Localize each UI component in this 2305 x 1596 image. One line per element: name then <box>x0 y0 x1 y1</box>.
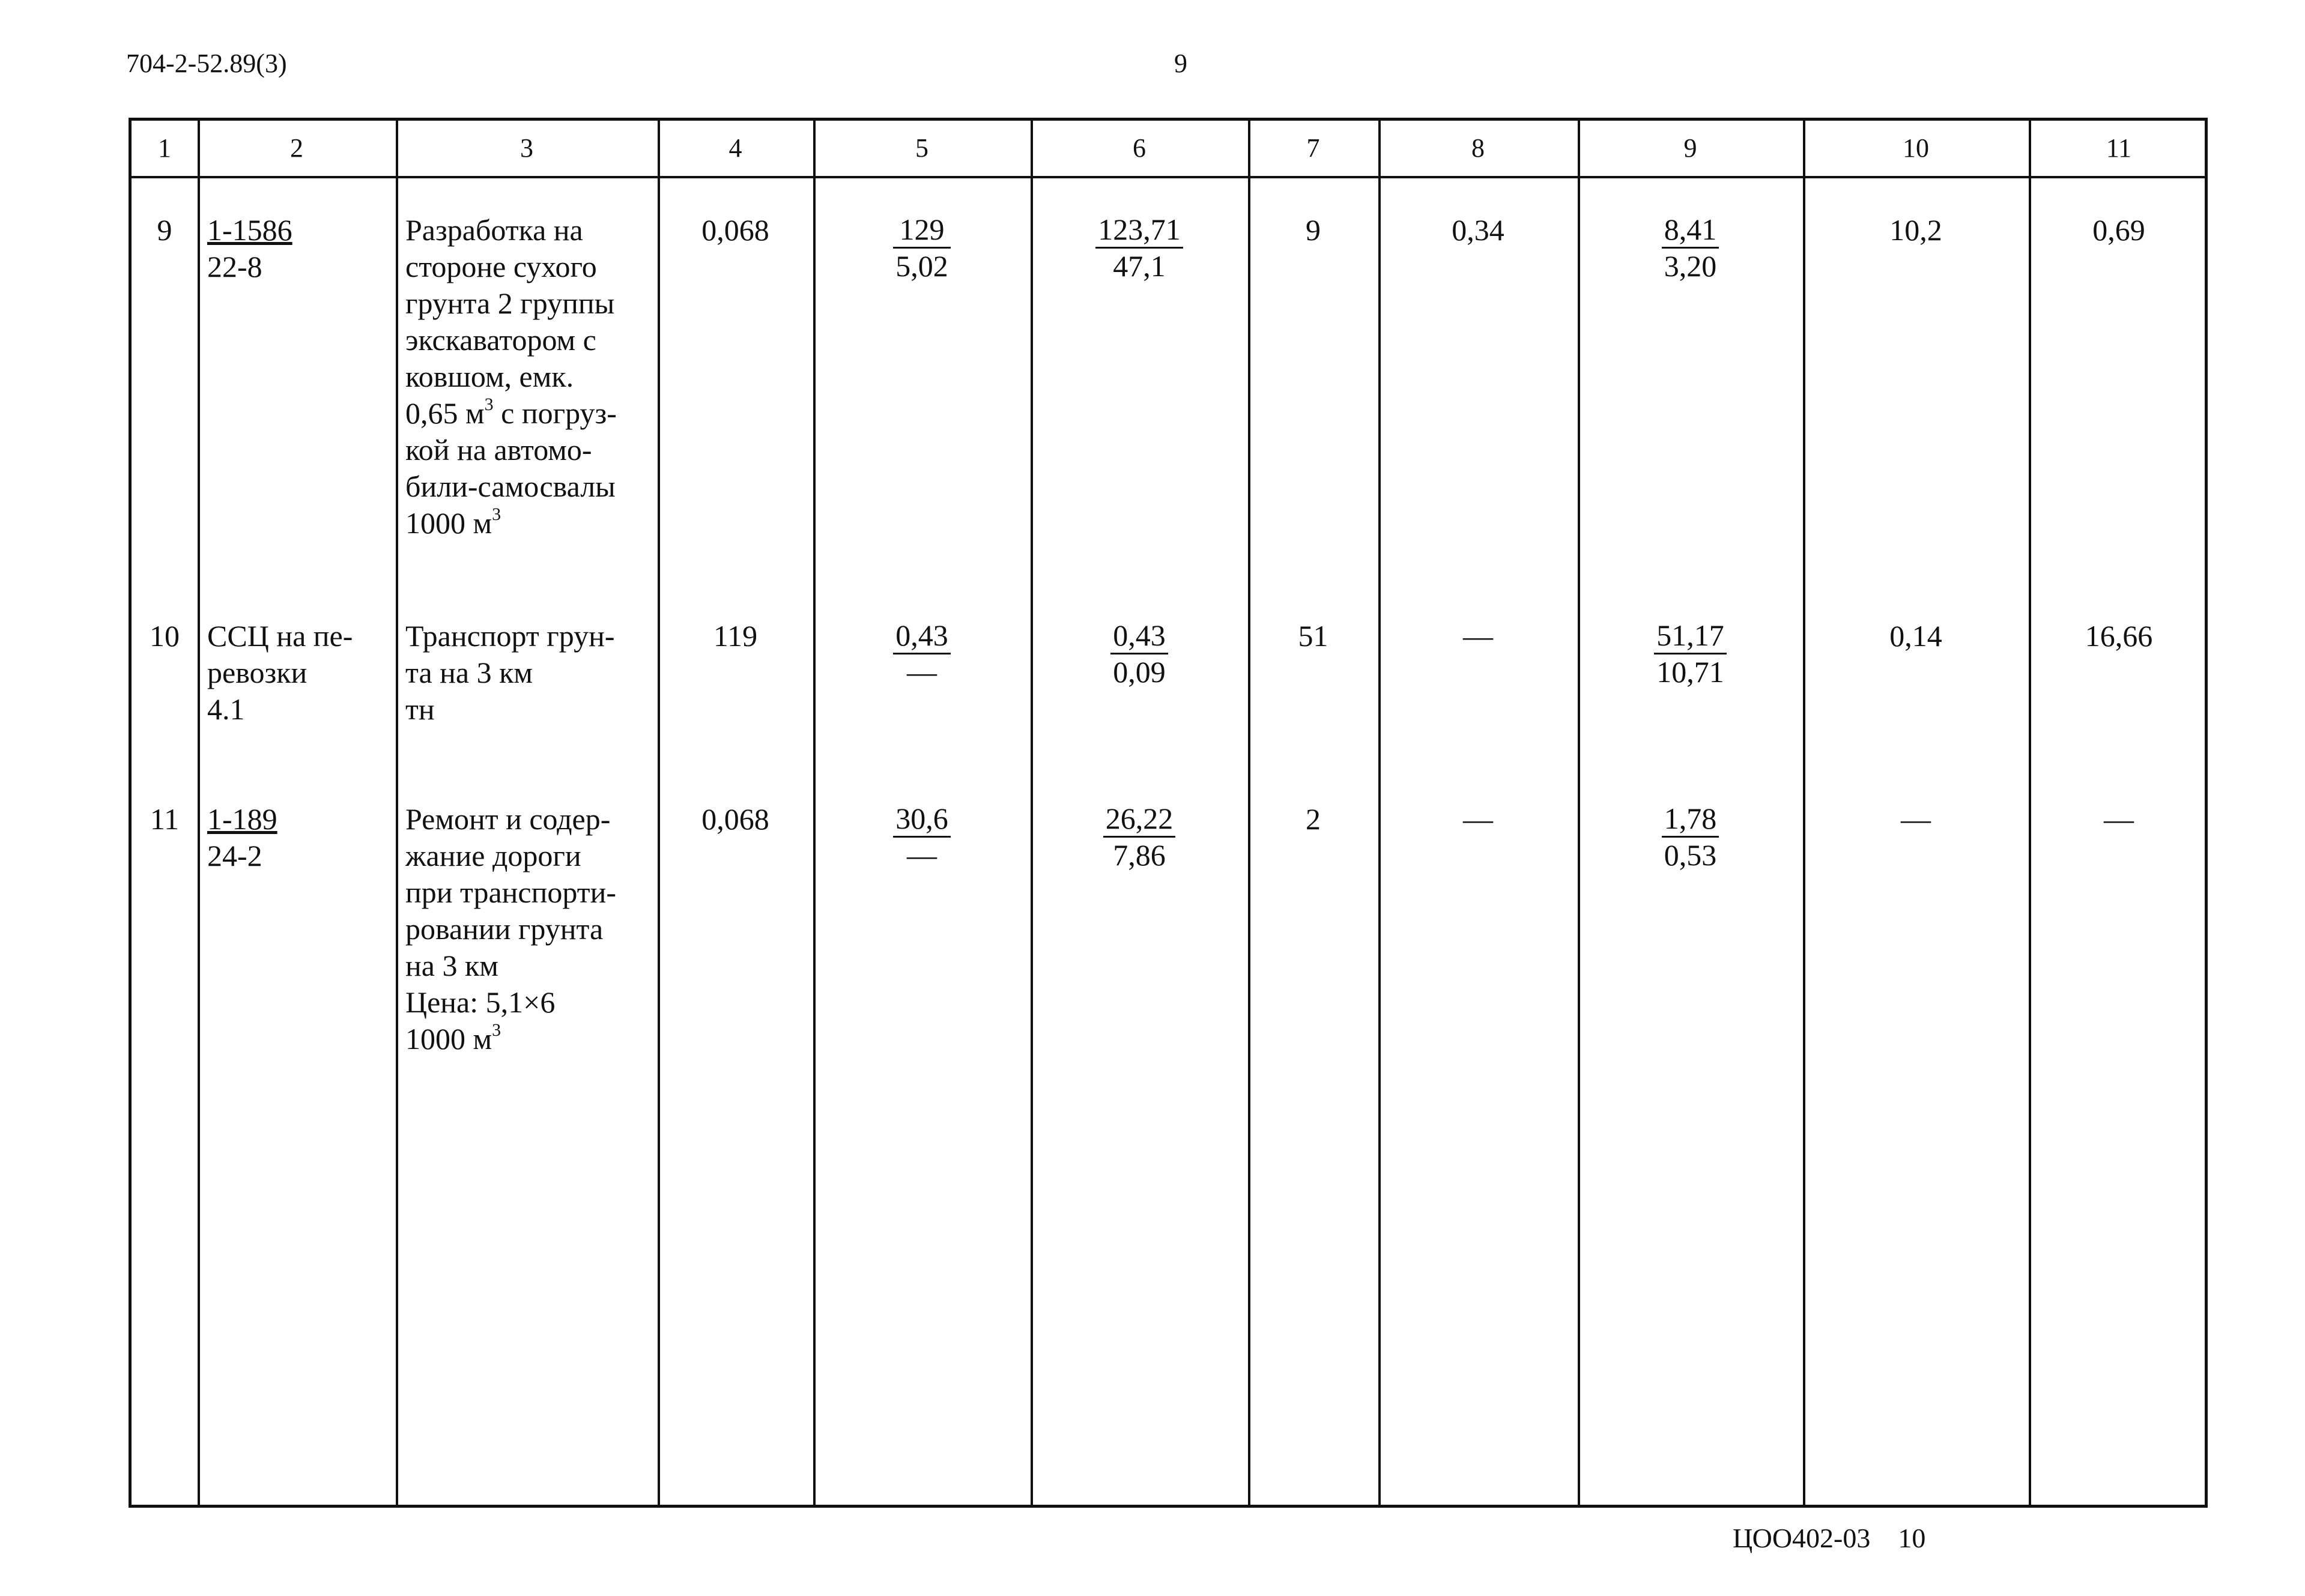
column-number-1: 1 <box>158 133 171 163</box>
desc-line: экскаватором с <box>405 323 596 357</box>
fraction-top: 1,78 <box>1662 801 1719 838</box>
column-11-value: — <box>2104 802 2134 836</box>
fraction-bottom: 3,20 <box>1664 249 1717 283</box>
total-cost <box>1031 801 1248 874</box>
page-number: 9 <box>1174 49 1187 78</box>
desc-line: при транспорти- <box>405 875 616 909</box>
unit-cost <box>813 212 1031 285</box>
column-divider <box>198 121 200 1505</box>
quantity: 0,068 <box>701 802 769 836</box>
fraction-bottom: 47,1 <box>1113 249 1166 283</box>
estimate-table <box>129 118 2208 1508</box>
fraction-bottom: — <box>907 655 937 689</box>
footer-code: ЦОО402-03 <box>1733 1523 1871 1553</box>
column-number-4: 4 <box>728 133 742 163</box>
fraction-top: 0,43 <box>1110 618 1168 654</box>
row-number: 10 <box>150 619 180 653</box>
work-description <box>405 801 648 1057</box>
total-cost <box>1031 618 1248 691</box>
column-7-value: 9 <box>1306 213 1321 247</box>
fraction-bottom: — <box>907 838 937 872</box>
fraction-top: 8,41 <box>1662 212 1719 249</box>
column-10-value: 0,14 <box>1889 619 1942 653</box>
header-divider <box>132 176 2205 178</box>
fraction-bottom: 5,02 <box>895 249 948 283</box>
row-number: 11 <box>150 802 180 836</box>
fraction-top: 123,71 <box>1095 212 1183 249</box>
fraction-top: 0,43 <box>893 618 951 654</box>
desc-line: с погруз- <box>493 396 617 430</box>
desc-line: Цена: 5,1×6 <box>405 985 556 1019</box>
rate-code-line: ССЦ на пе- <box>207 619 353 653</box>
rate-code <box>207 212 292 285</box>
column-number-6: 6 <box>1133 133 1146 163</box>
desc-line: Ремонт и содер- <box>405 802 611 836</box>
fraction-top: 129 <box>893 212 951 249</box>
desc-line: грунта 2 группы <box>405 286 615 320</box>
column-number-10: 10 <box>1903 133 1929 163</box>
fraction-top: 26,22 <box>1103 801 1176 838</box>
total-cost <box>1031 212 1248 285</box>
column-8-value: — <box>1463 802 1493 836</box>
unit-of-measure: 1000 $м^3$ <box>405 504 501 540</box>
desc-line: 0,65 м <box>405 396 485 430</box>
fraction-bottom: 7,86 <box>1113 838 1166 872</box>
document-code: 704-2-52.89(3) <box>126 49 287 78</box>
desc-line: Транспорт грун- <box>405 619 615 653</box>
fraction-bottom: 0,53 <box>1664 838 1717 872</box>
unit-of-measure: 1000 $м^3$ <box>405 1020 501 1056</box>
column-8-value: — <box>1463 619 1493 653</box>
desc-line: кой на автомо- <box>405 433 592 467</box>
quantity: 0,068 <box>701 213 769 247</box>
rate-code-bottom: 22-8 <box>207 250 262 283</box>
desc-line: ровании грунта <box>405 912 604 946</box>
desc-line: та на 3 км <box>405 656 533 689</box>
column-number-8: 8 <box>1471 133 1485 163</box>
unit-of-measure: тн <box>405 692 435 726</box>
rate-code-line: 4.1 <box>207 692 245 726</box>
rate-code-top: 1-189 <box>207 802 277 836</box>
row-number: 9 <box>157 213 172 247</box>
column-number-3: 3 <box>520 133 533 163</box>
column-number-2: 2 <box>290 133 303 163</box>
work-description <box>405 212 648 542</box>
column-7-value: 2 <box>1306 802 1321 836</box>
column-number-7: 7 <box>1306 133 1320 163</box>
footer <box>1733 1522 1953 1554</box>
superscript: 3 <box>484 394 494 415</box>
unit-cost <box>813 618 1031 691</box>
desc-line: били-самосвалы <box>405 470 616 503</box>
column-10-value: 10,2 <box>1889 213 1942 247</box>
column-8-value: 0,34 <box>1452 213 1504 247</box>
work-description <box>405 618 648 728</box>
column-9-value <box>1578 618 1803 691</box>
desc-line: Разработка на <box>405 213 583 247</box>
unit-cost <box>813 801 1031 874</box>
column-number-5: 5 <box>915 133 928 163</box>
column-11-value: 0,69 <box>2092 213 2145 247</box>
rate-code <box>207 618 391 728</box>
rate-code <box>207 801 277 874</box>
footer-sheet: 10 <box>1898 1523 1926 1553</box>
desc-line: ковшом, емк. <box>405 360 574 393</box>
fraction-bottom: 0,09 <box>1113 655 1166 689</box>
fraction-bottom: 10,71 <box>1656 655 1724 689</box>
column-number-11: 11 <box>2106 133 2132 163</box>
desc-line: на 3 км <box>405 949 498 982</box>
column-divider <box>396 121 398 1505</box>
quantity: 119 <box>713 619 758 653</box>
column-9-value <box>1578 212 1803 285</box>
rate-code-line: ревозки <box>207 656 307 689</box>
column-7-value: 51 <box>1298 619 1328 653</box>
desc-line: жание дороги <box>405 839 581 872</box>
fraction-top: 51,17 <box>1654 618 1727 654</box>
column-9-value <box>1578 801 1803 874</box>
desc-line: стороне сухого <box>405 250 597 283</box>
fraction-top: 30,6 <box>893 801 951 838</box>
column-10-value: — <box>1901 802 1931 836</box>
rate-code-top: 1-1586 <box>207 213 292 247</box>
column-11-value: 16,66 <box>2085 619 2153 653</box>
rate-code-bottom: 24-2 <box>207 839 262 872</box>
column-number-9: 9 <box>1683 133 1697 163</box>
